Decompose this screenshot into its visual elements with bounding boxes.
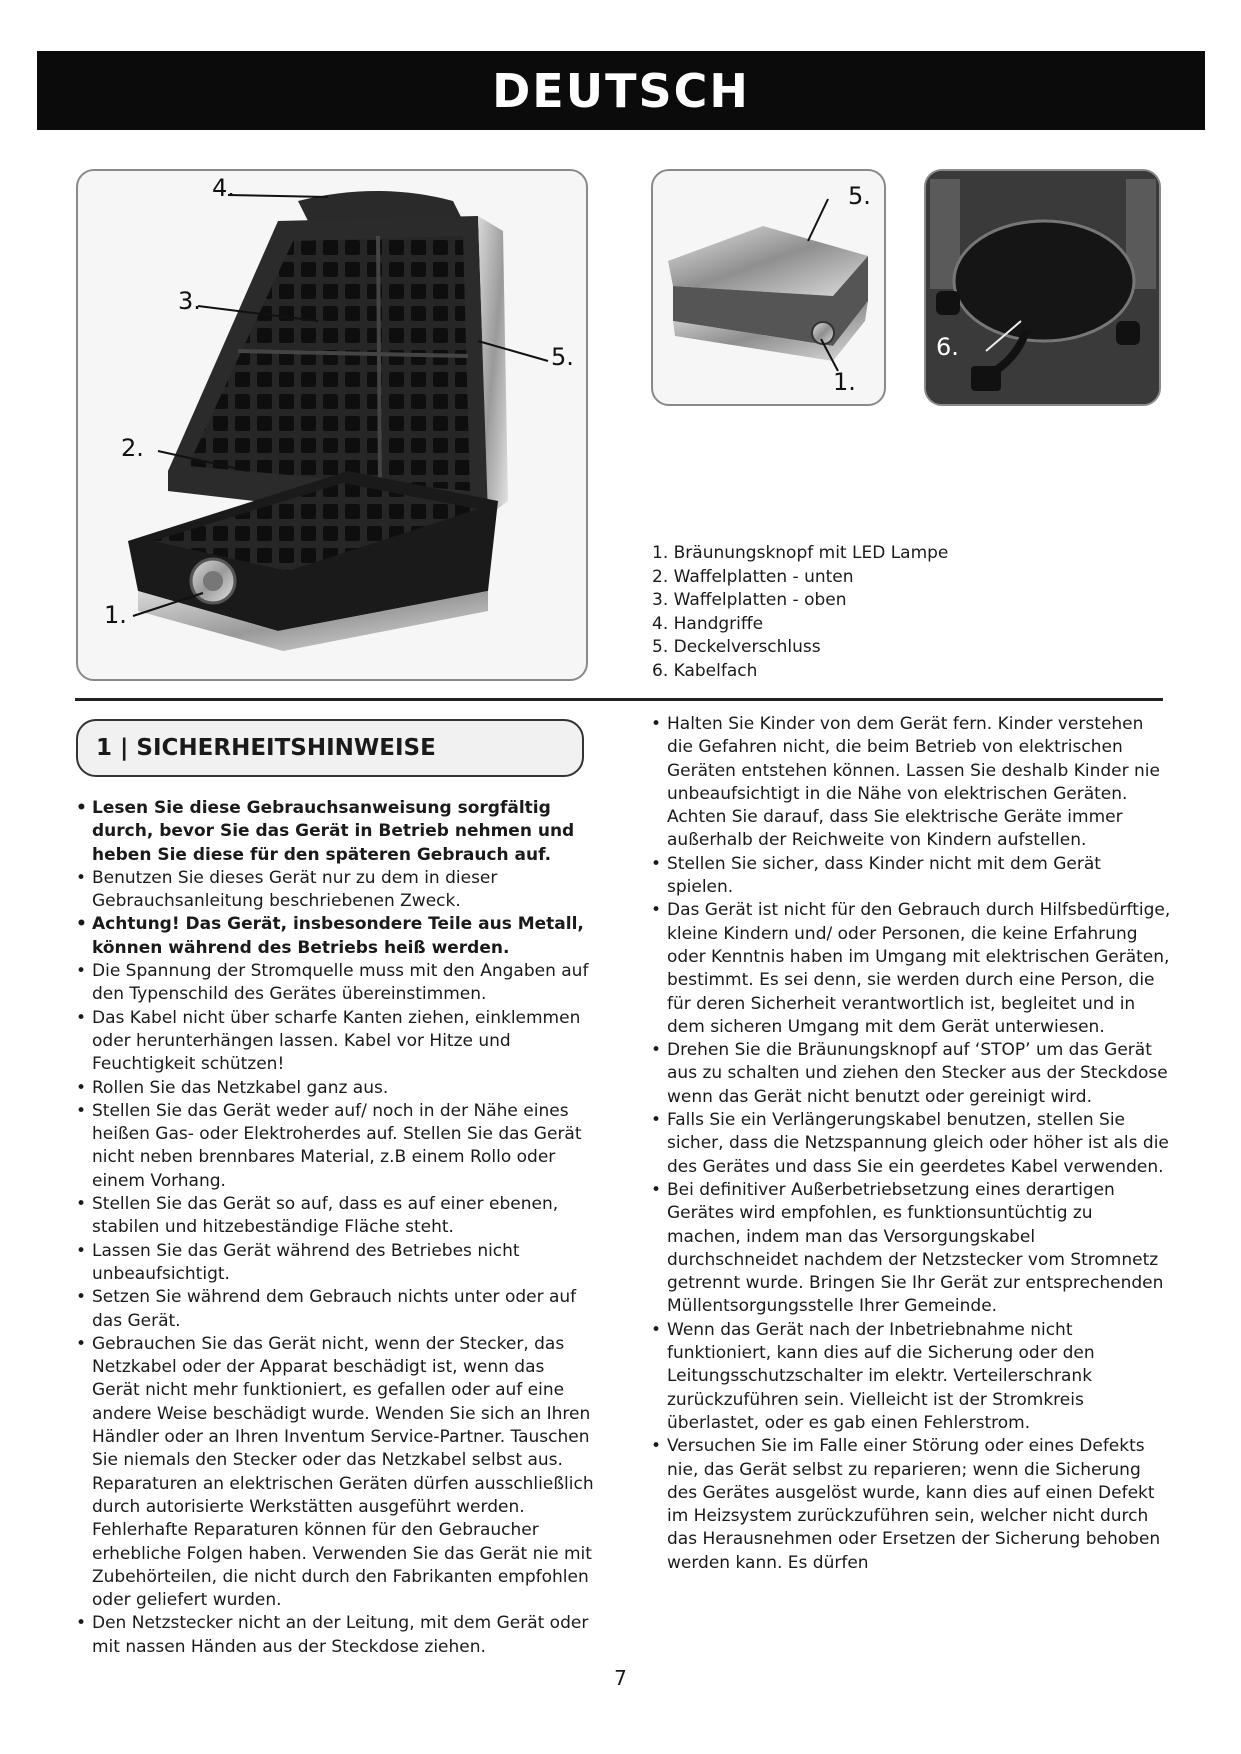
safety-item: • Halten Sie Kinder von dem Gerät fern. Kinder verstehen die Gefahren nicht, die beim Betrieb von elektrischen Geräten entstehen können. Lassen Sie deshalb Kinder nie unbeaufsichtigt in die Nähe von elektrischen Geräten. Achten Sie darauf, dass Sie elektrische Geräte immer außerhalb der Reichweite von Kindern aufstellen.: [651, 713, 1171, 853]
safety-item: • Benutzen Sie dieses Gerät nur zu dem in dieser Gebrauchsanleitung beschriebenen Zweck.: [76, 867, 596, 914]
parts-list-item: 1. Bräunungsknopf mit LED Lampe: [652, 543, 949, 563]
callout-closed-lid-lock: 5.: [848, 182, 871, 210]
language-banner: [37, 51, 1205, 130]
parts-list-item: 3. Waffelplatten - oben: [652, 590, 847, 611]
safety-item: • Gebrauchen Sie das Gerät nicht, wenn der Stecker, das Netzkabel oder der Apparat beschädigt ist, wenn das Gerät nicht mehr funktioniert, es gefallen oder auf eine andere Weise beschädigt wurde. Wenden Sie sich an Ihren Händler oder an Ihren Inventum Service-Partner. Tauschen Sie niemals den Stecker oder das Netzkabel selbst aus. Reparaturen an elektrischen Geräten dürfen ausschließlich durch autorisierte Werkstätten ausgeführt werden. Fehlerhafte Reparaturen können für den Gebraucher erhebliche Folgen haben. Verwenden Sie das Gerät nie mit Zubehörteilen, die nicht durch den Fabrikanten empfohlen oder geliefert wurden.: [76, 1333, 596, 1613]
safety-item: • Falls Sie ein Verlängerungskabel benutzen, stellen Sie sicher, dass die Netzspannung gleich oder höher ist als die des Gerätes und dass Sie ein geerdetes Kabel verwenden.: [651, 1109, 1171, 1179]
parts-list-item: 6. Kabelfach: [652, 660, 758, 681]
safety-item: • Stellen Sie das Gerät so auf, dass es auf einer ebenen, stabilen und hitzebeständige Fläche steht.: [76, 1193, 596, 1240]
callout-handle: 4.: [212, 174, 235, 202]
safety-item: • Bei definitiver Außerbetriebsetzung eines derartigen Gerätes wird empfohlen, es funktionsuntüchtig zu machen, indem man das Versorgungskabel durchschneidet nachdem der Netzstecker vom Stromnetz getrennt wurde. Bringen Sie Ihr Gerät zur entsprechenden Müllentsorgungsstelle Ihrer Gemeinde.: [651, 1179, 1171, 1319]
callout-lower-plate: 2.: [121, 434, 144, 462]
underside-product-photo: [924, 169, 1161, 406]
callout-cable-storage: 6.: [936, 333, 959, 361]
closed-product-photo: [651, 169, 886, 406]
cable-storage-illustration: [926, 171, 1159, 404]
callout-closed-knob: 1.: [833, 368, 856, 396]
safety-item: • Stellen Sie sicher, dass Kinder nicht mit dem Gerät spielen.: [651, 853, 1171, 900]
safety-item: • Den Netzstecker nicht an der Leitung, mit dem Gerät oder mit nassen Händen aus der Steckdose ziehen.: [76, 1612, 596, 1659]
safety-item: • Das Kabel nicht über scharfe Kanten ziehen, einklemmen oder herunterhängen lassen. Kabel vor Hitze und Feuchtigkeit schützen!: [76, 1007, 596, 1077]
parts-list: [652, 542, 948, 684]
safety-item: • Das Gerät ist nicht für den Gebrauch durch Hilfsbedürftige, kleine Kindern und/ oder Personen, die keine Erfahrung oder Kenntnis haben im Umgang mit elektrischen Geräten, bestimmt. Es sei denn, sie werden durch eine Person, die für deren Sicherheit verantwortlich ist, begleitet und in dem sicheren Umgang mit dem Gerät unterwiesen.: [651, 899, 1171, 1039]
callout-upper-plate: 3.: [178, 287, 201, 315]
language-title: DEUTSCH: [492, 63, 750, 118]
callout-lid-lock: 5.: [551, 343, 574, 371]
safety-item: • Versuchen Sie im Falle einer Störung oder eines Defekts nie, das Gerät selbst zu reparieren; wenn die Sicherung des Gerätes ausgelöst wurde, kann dies auf einen Defekt im Heizsystem zurückzuführen sein, welcher nicht durch das Herausnehmen oder Ersetzen der Sicherung behoben werden kann. Es dürfen: [651, 1435, 1171, 1575]
parts-list-item: 5. Deckelverschluss: [652, 637, 821, 658]
page-number: 7: [614, 1666, 627, 1690]
parts-list-item: 4. Handgriffe: [652, 613, 764, 634]
safety-item: • Setzen Sie während dem Gebrauch nichts unter oder auf das Gerät.: [76, 1286, 596, 1333]
safety-item: • Wenn das Gerät nach der Inbetriebnahme nicht funktioniert, kann dies auf die Sicherung oder den Leitungsschutzschalter im elektr. Verteilerschrank zurückzuführen sein. Vielleicht ist der Stromkreis überlastet, oder es gab einen Fehlerstrom.: [651, 1319, 1171, 1435]
safety-list-left: [76, 797, 596, 1659]
safety-item: • Achtung! Das Gerät, insbesondere Teile aus Metall, können während des Betriebs heiß werden.: [76, 913, 596, 960]
waffle-maker-illustration: [78, 171, 586, 679]
section-title: 1 | SICHERHEITSHINWEISE: [96, 735, 436, 761]
safety-item: • Lesen Sie diese Gebrauchsanweisung sorgfältig durch, bevor Sie das Gerät in Betrieb nehmen und heben Sie diese für den späteren Gebrauch auf.: [76, 797, 596, 867]
safety-item: • Lassen Sie das Gerät während des Betriebes nicht unbeaufsichtigt.: [76, 1240, 596, 1287]
parts-list-item: 2. Waffelplatten - unten: [652, 566, 854, 587]
section-divider: [75, 698, 1163, 701]
main-product-photo: [76, 169, 588, 681]
safety-item: • Stellen Sie das Gerät weder auf/ noch in der Nähe eines heißen Gas- oder Elektroherdes auf. Stellen Sie das Gerät nicht neben brennbares Material, z.B einem Rollo oder einem Vorhang.: [76, 1100, 596, 1193]
safety-list-right: [651, 713, 1171, 1575]
safety-item: • Rollen Sie das Netzkabel ganz aus.: [76, 1077, 596, 1100]
callout-browning-knob: 1.: [104, 601, 127, 629]
safety-item: • Die Spannung der Stromquelle muss mit den Angaben auf den Typenschild des Gerätes übereinstimmen.: [76, 960, 596, 1007]
safety-item: • Drehen Sie die Bräunungsknopf auf ‘STOP’ um das Gerät aus zu schalten und ziehen den Stecker aus der Steckdose wenn das Gerät nicht benutzt oder gereinigt wird.: [651, 1039, 1171, 1109]
section-title-box: [76, 719, 584, 777]
